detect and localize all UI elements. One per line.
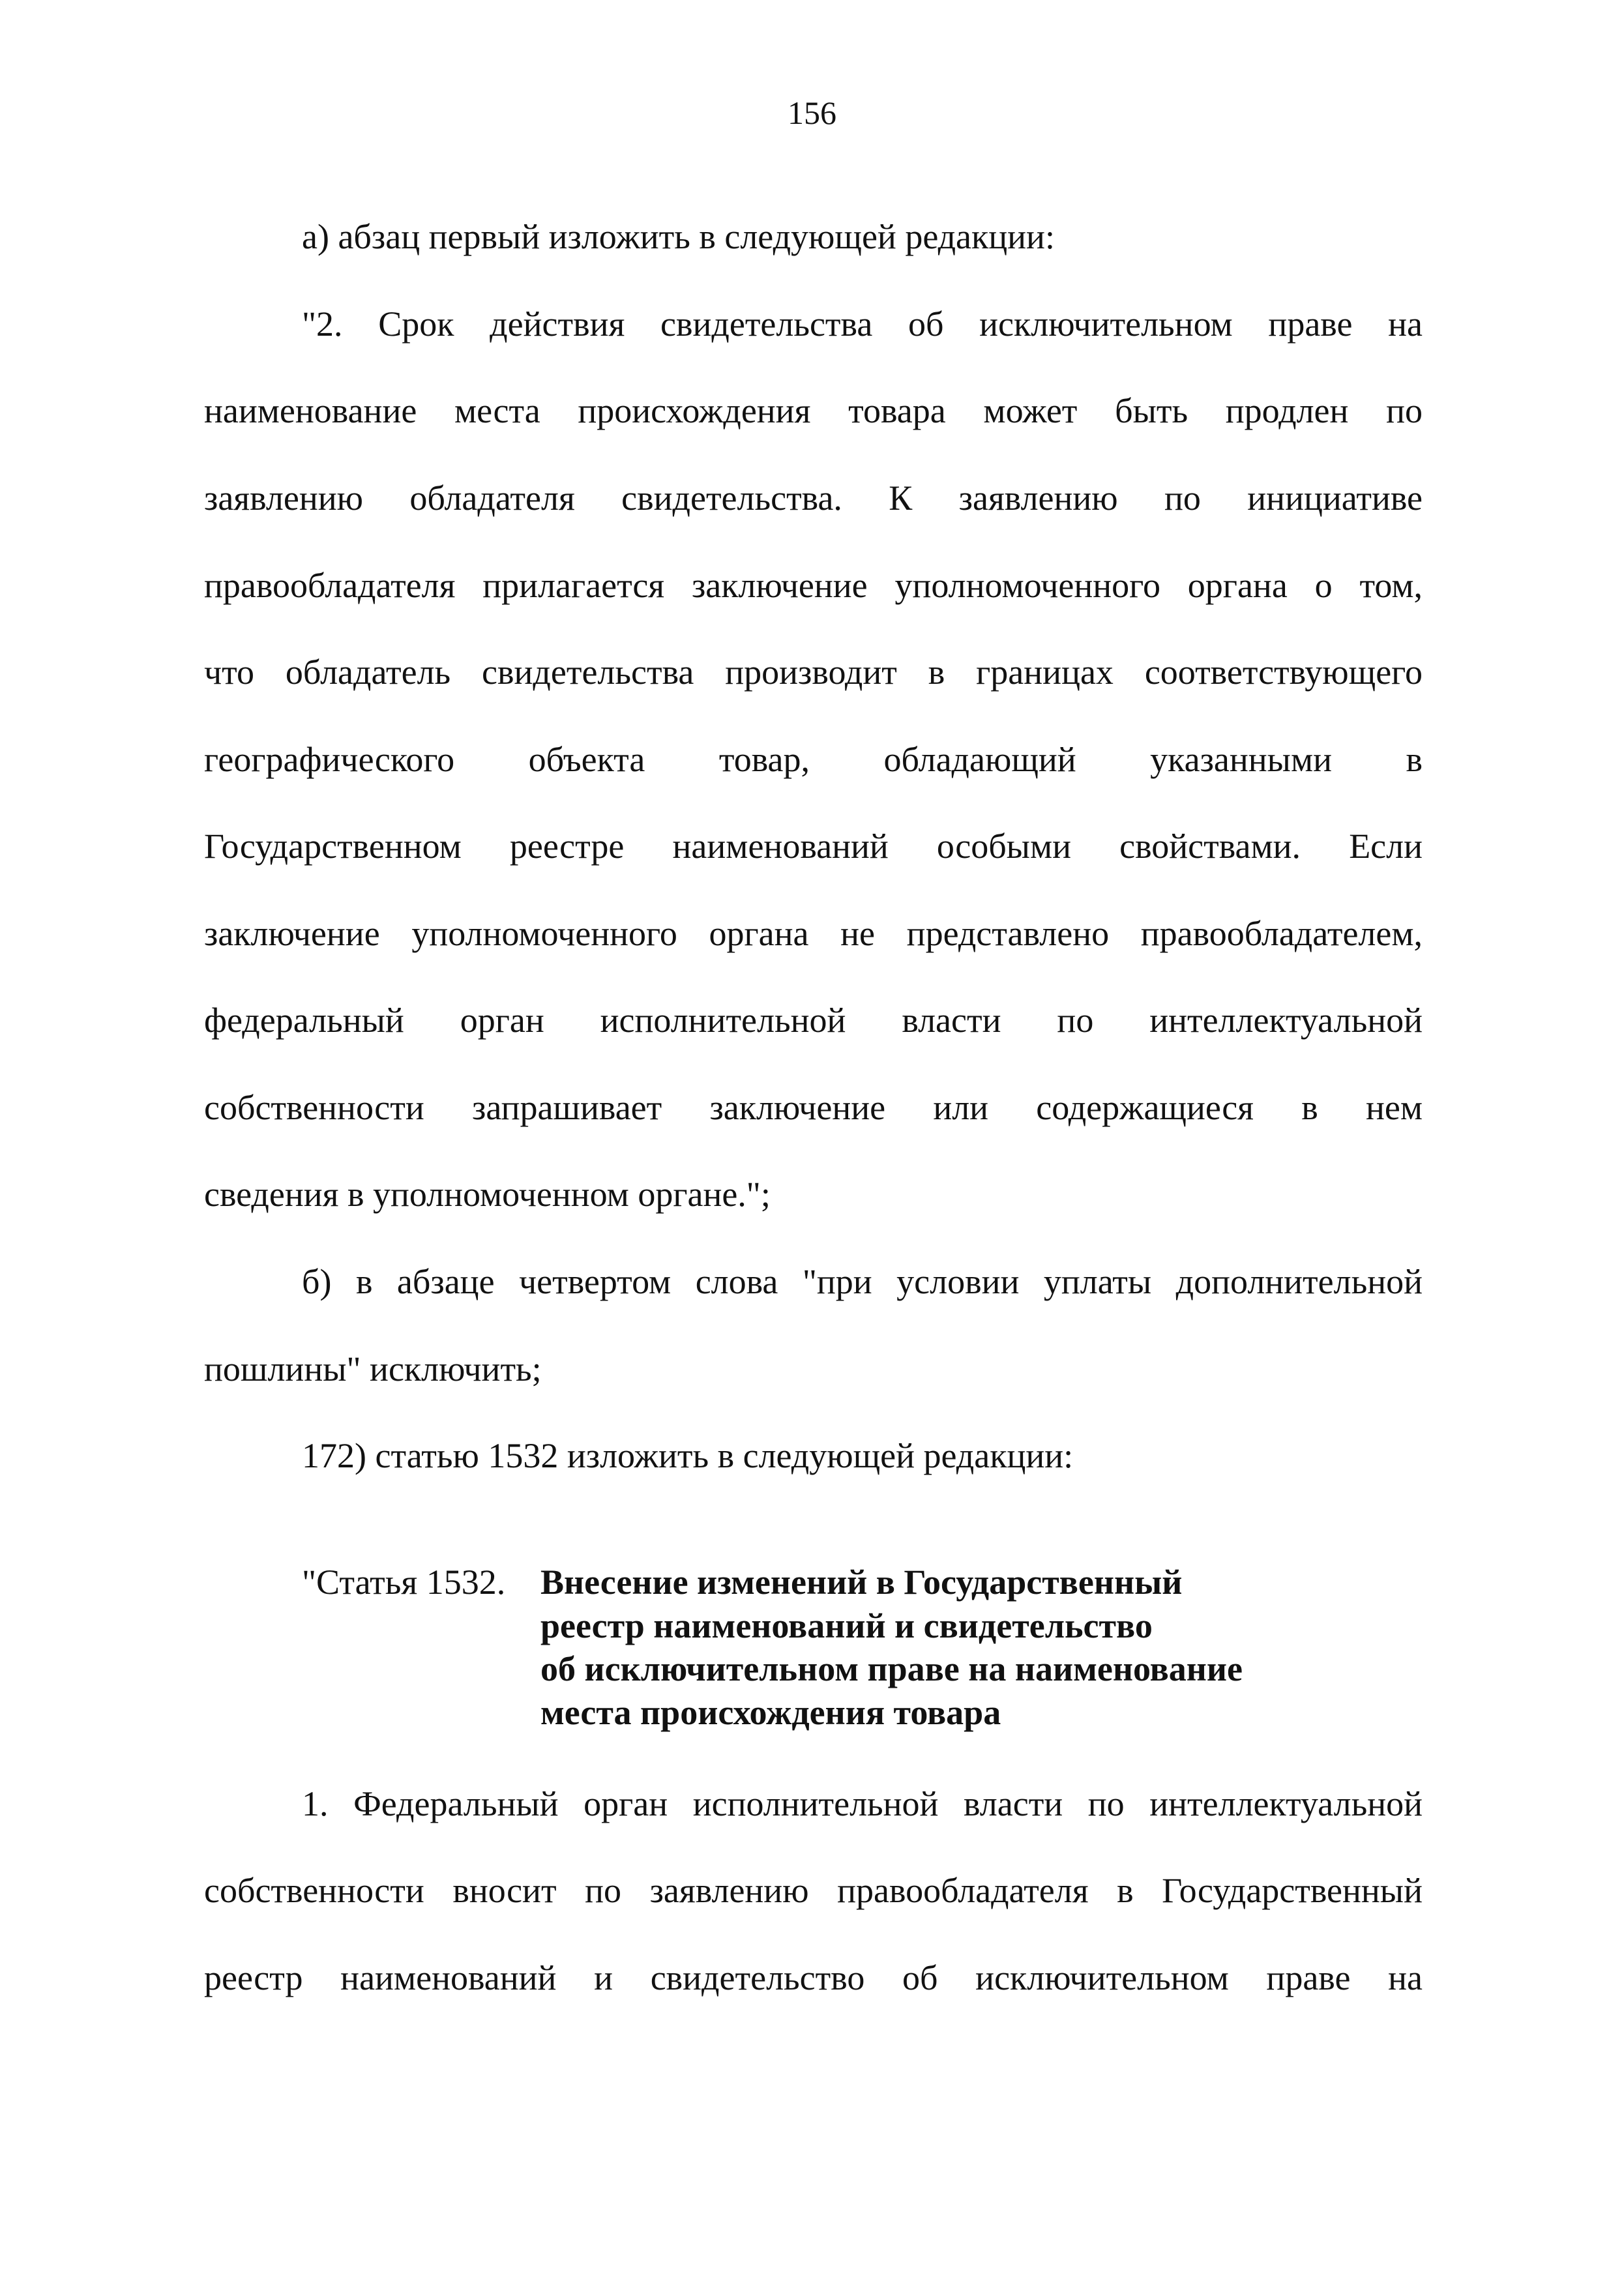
article-prefix: "Статья 1532.: [302, 1563, 506, 1602]
paragraph-line: реестр наименований и свидетельство об исключительном праве на: [204, 1958, 1423, 1997]
paragraph-line: "2. Срок действия свидетельства об исключительном праве на: [302, 304, 1423, 344]
paragraph-line: заявлению обладателя свидетельства. К заявлению по инициативе: [204, 478, 1423, 518]
paragraph-line: 172) статью 1532 изложить в следующей редакции:: [302, 1436, 1074, 1475]
paragraph-line: а) абзац первый изложить в следующей редакции:: [302, 217, 1055, 256]
paragraph-line: федеральный орган исполнительной власти по интеллектуальной: [204, 1001, 1423, 1040]
paragraph-line: Государственном реестре наименований особыми свойствами. Если: [204, 827, 1423, 866]
paragraph-line: собственности запрашивает заключение или содержащиеся в нем: [204, 1088, 1423, 1127]
paragraph-line: пошлины" исключить;: [204, 1349, 542, 1388]
paragraph-line: правообладателя прилагается заключение уполномоченного органа о том,: [204, 566, 1423, 605]
paragraph-line: 1. Федеральный орган исполнительной власти по интеллектуальной: [302, 1784, 1423, 1823]
paragraph-line: что обладатель свидетельства производит в границах соответствующего: [204, 653, 1423, 692]
paragraph-line: сведения в уполномоченном органе.";: [204, 1175, 771, 1214]
article-title-line: Внесение изменений в Государственный: [540, 1563, 1183, 1602]
paragraph-line: географического объекта товар, обладающий указанными в: [204, 740, 1423, 779]
paragraph-line: наименование места происхождения товара может быть продлен по: [204, 391, 1423, 430]
page-number: 156: [788, 95, 836, 131]
paragraph-line: заключение уполномоченного органа не представлено правообладателем,: [204, 914, 1423, 953]
paragraph-line: б) в абзаце четвертом слова "при условии уплаты дополнительной: [302, 1262, 1423, 1301]
article-title-line: об исключительном праве на наименование: [540, 1649, 1243, 1688]
paragraph-line: собственности вносит по заявлению правообладателя в Государственный: [204, 1871, 1423, 1910]
article-title-line: реестр наименований и свидетельство: [540, 1606, 1153, 1645]
article-title-line: места происхождения товара: [540, 1693, 1001, 1732]
